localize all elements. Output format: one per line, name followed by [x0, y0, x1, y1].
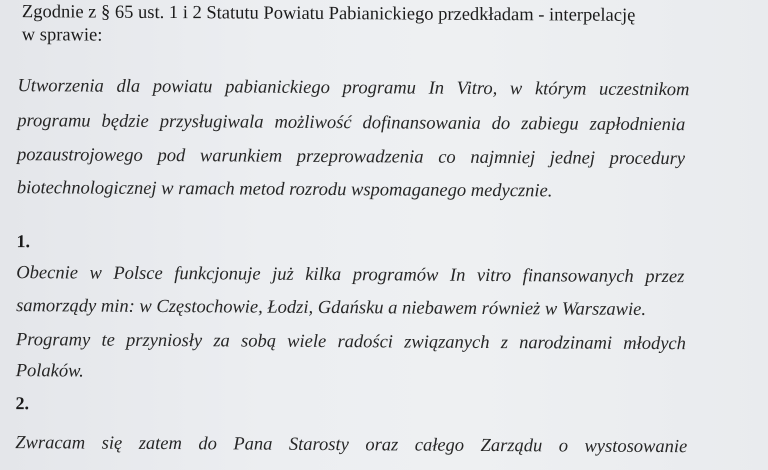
section-2-line-1: Zwracam się zatem do Pana Starosty oraz całego Zarządu o wystosowanie — [15, 433, 688, 458]
header-line-1: Zgodnie z § 65 ust. 1 i 2 Statutu Powiatu Pabianickiego przedkładam - interpelację — [21, 2, 636, 26]
subject-line-3: pozaustrojowego pod warunkiem przeprowadzenia co najmniej jednej procedury — [16, 145, 686, 170]
header-line-2: w sprawie: — [21, 25, 103, 46]
section-1-line-4: Polaków. — [15, 361, 84, 382]
section-1-line-2: samorządy min: w Częstochowie, Łodzi, Gdańsku a niebawem również w Warszawie. — [16, 296, 647, 320]
subject-line-1: Utworzenia dla powiatu pabianickiego programu In Vitro, w którym uczestnikom — [17, 76, 690, 101]
subject-line-4: biotechnologicznej w ramach metod rozrodu wspomaganego medycznie. — [16, 178, 553, 202]
section-1-line-3: Programy te przyniosły za sobą wiele radości związanych z narodzinami młodych — [15, 330, 686, 355]
section-number-1: 1. — [16, 231, 31, 252]
section-number-2: 2. — [15, 393, 30, 414]
section-1-line-1: Obecnie w Polsce funkcjonuje już kilka programów In vitro finansowanych przez — [16, 263, 685, 288]
subject-line-2: programu będzie przysługiwala możliwość dofinansowania do zabiegu zapłodnienia — [17, 111, 686, 136]
